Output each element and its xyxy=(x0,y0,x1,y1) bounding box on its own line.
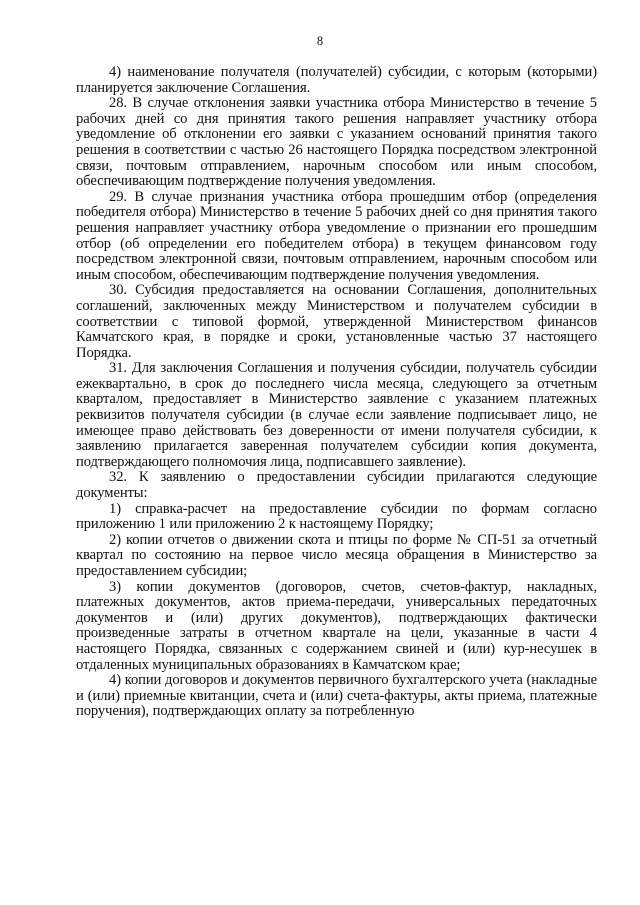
list-item-1-calculation: 1) справка-расчет на предоставление субсидии по формам согласно приложению 1 или приложению 2 к настоящему Порядку; xyxy=(76,500,597,533)
paragraph-28-rejection: 28. В случае отклонения заявки участника отбора Министерство в течение 5 рабочих дней со дня принятия такого решения направляет участнику отбора уведомление об отклонении его заявки с указанием оснований принятия такого решения в соответствии с частью 26 настоящего Порядка посредством электронной связи, почтовым отправлением, нарочным способом или иным способом, обеспечивающим подтверждение получения уведомления. xyxy=(76,95,597,190)
paragraph-31-application: 31. Для заключения Соглашения и получения субсидии, получатель субсидии ежеквартально, в срок до последнего числа месяца, следующего за отчетным кварталом, предоставляет в Министерство заявление с указанием платежных реквизитов получателя субсидии (в случае если заявление подписывает лицо, не имеющее право действовать без доверенности от имени получателя субсидии, к заявлению прилагается заверенная получателем субсидии копия документа, подтверждающего полномочия лица, подписавшего заявление). xyxy=(76,360,597,470)
list-item-2-livestock-reports: 2) копии отчетов о движении скота и птицы по форме № СП-51 за отчетный квартал по состоянию на первое число месяца обращения в Министерство за предоставлением субсидии; xyxy=(76,531,597,579)
page-number: 8 xyxy=(316,34,324,48)
paragraph-29-selection: 29. В случае признания участника отбора прошедшим отбор (определения победителя отбора) Министерство в течение 5 рабочих дней со дня принятия такого решения направляет участнику отбора уведомление о признании его прошедшим отбор (об определении его победителем отбора) в текущем финансовом году посредством электронной связи, почтовым отправлением, нарочным способом или иным способом, обеспечивающим подтверждение получения уведомления. xyxy=(76,188,597,283)
list-item-3-expense-documents: 3) копии документов (договоров, счетов, счетов-фактур, накладных, платежных документов, актов приема-передачи, универсальных передаточных документов и (или) других документов), подтверждающих фактически произведенные затраты в отчетном квартале на цели, указанные в части 4 настоящего Порядка, связанных с содержанием свиней и (или) кур-несушек в отдаленных муниципальных образованиях в Камчатском крае; xyxy=(76,578,597,673)
list-item-4-payment-documents: 4) копии договоров и документов первичного бухгалтерского учета (накладные и (или) приемные квитанции, счета и (или) счета-фактуры, акты приема, платежные поручения), подтверждающих оплату за потребленную xyxy=(76,672,597,720)
document-body xyxy=(76,65,597,720)
paragraph-recipient-name: 4) наименование получателя (получателей) субсидии, с которым (которыми) планируется заключение Соглашения. xyxy=(76,64,597,96)
paragraph-32-documents: 32. К заявлению о предоставлении субсидии прилагаются следующие документы: xyxy=(76,469,597,502)
paragraph-30-agreement: 30. Субсидия предоставляется на основании Соглашения, дополнительных соглашений, заключенных между Министерством и получателем субсидии в соответствии с типовой формой, утвержденной Министерством финансов Камчатского края, в порядке и сроки, установленные частью 37 настоящего Порядка. xyxy=(76,282,597,361)
